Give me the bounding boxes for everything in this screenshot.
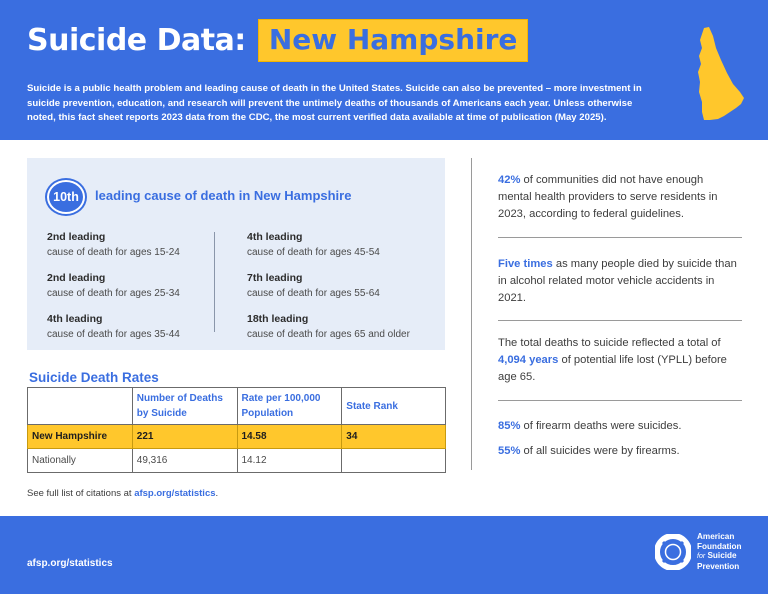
org-line: American	[697, 532, 735, 541]
rank-title: leading cause of death in New Hampshire	[95, 188, 352, 203]
rank-desc: cause of death for ages 65 and older	[247, 329, 410, 340]
stat-firearm-deaths	[498, 418, 738, 435]
stat-highlight: Five times	[498, 258, 553, 270]
rates-title: Suicide Death Rates	[29, 370, 159, 385]
table-cell: 14.12	[237, 449, 342, 473]
rank-lead: 18th leading	[247, 313, 309, 325]
table-row-state	[28, 425, 446, 449]
rank-item	[247, 272, 410, 300]
stat-highlight: 42%	[498, 174, 521, 186]
leading-cause-panel	[27, 158, 445, 350]
stat-text: of potential life lost (YPLL) before age 65.	[498, 354, 727, 383]
org-logo-text	[697, 532, 742, 571]
stat-divider	[498, 400, 742, 401]
rates-table	[27, 387, 446, 473]
life-ring-logo-icon	[655, 534, 691, 570]
table-header-cell	[28, 388, 133, 425]
citation-note	[27, 488, 218, 499]
stat-text: of firearm deaths were suicides.	[520, 420, 682, 432]
stat-text: as many people died by suicide than in alcohol related motor vehicle accidents in 2021.	[498, 258, 737, 304]
rank-desc: cause of death for ages 55-64	[247, 288, 380, 299]
stat-text: of communities did not have enough mental health providers to serve residents in 2023, according to federal guidelines.	[498, 174, 718, 220]
table-row-national	[28, 449, 446, 473]
intro-paragraph: Suicide is a public health problem and leading cause of death in the United States. Suicide can also be prevented – more investment in suicide prevention, education, and research will prevent the untimely deaths of thousands of Americans each year. Unless otherwise noted, this fact sheet reports 2023 data from the CDC, the most current verified data available at time of publication (May 2025).	[27, 83, 642, 123]
rank-lead: 4th leading	[247, 231, 303, 243]
stat-firearm-suicides	[498, 443, 738, 460]
table-cell: Nationally	[28, 449, 133, 473]
table-cell	[342, 449, 446, 473]
org-line: Prevention	[697, 561, 740, 571]
column-divider	[214, 232, 215, 332]
rank-desc: cause of death for ages 45-54	[247, 247, 380, 258]
table-header-row	[28, 388, 446, 425]
footer-link[interactable]: afsp.org/statistics	[27, 558, 113, 569]
title-state-highlight: New Hampshire	[258, 19, 529, 62]
header-banner	[0, 0, 768, 140]
stat-ypll	[498, 335, 738, 386]
rank-lead: 2nd leading	[47, 272, 106, 284]
rank-item	[247, 231, 410, 259]
new-hampshire-map-icon	[690, 26, 746, 122]
vertical-divider	[471, 158, 472, 470]
table-cell: 34	[342, 425, 446, 449]
org-line	[697, 551, 742, 562]
rank-item	[247, 313, 410, 341]
table-header-cell: State Rank	[342, 388, 446, 425]
stat-divider	[498, 237, 742, 238]
table-header-cell: Rate per 100,000 Population	[237, 388, 342, 425]
rank-lead: 4th leading	[47, 313, 103, 325]
title-main: Suicide Data:	[27, 23, 246, 58]
stat-highlight: 4,094 years	[498, 354, 559, 366]
footer-banner	[0, 516, 768, 594]
stat-five-times	[498, 256, 738, 307]
table-cell: New Hampshire	[28, 425, 133, 449]
stat-text: of all suicides were by firearms.	[520, 445, 680, 457]
table-cell: 14.58	[237, 425, 342, 449]
citation-link[interactable]: afsp.org/statistics	[134, 488, 216, 499]
stat-text: The total deaths to suicide reflected a total of	[498, 337, 721, 349]
rank-lead: 2nd leading	[47, 231, 106, 243]
rank-desc: cause of death for ages 35-44	[47, 329, 180, 340]
stat-highlight: 55%	[498, 445, 521, 457]
rank-item	[47, 313, 180, 341]
org-line-suicide: Suicide	[707, 551, 737, 561]
org-line-for: for	[697, 553, 706, 561]
table-cell: 49,316	[132, 449, 237, 473]
citation-suffix: .	[215, 488, 219, 499]
stat-highlight: 85%	[498, 420, 521, 432]
citation-prefix: See full list of citations at	[27, 488, 135, 499]
rank-lead: 7th leading	[247, 272, 303, 284]
rank-desc: cause of death for ages 15-24	[47, 247, 180, 258]
rank-list-left	[47, 231, 180, 354]
rank-desc: cause of death for ages 25-34	[47, 288, 180, 299]
org-line: Foundation	[697, 541, 742, 551]
rank-item	[47, 231, 180, 259]
table-cell: 221	[132, 425, 237, 449]
rank-badge: 10th	[47, 180, 85, 214]
rank-item	[47, 272, 180, 300]
rank-list-right	[247, 231, 410, 354]
page-title	[27, 19, 528, 62]
stat-providers	[498, 172, 738, 223]
stat-divider	[498, 320, 742, 321]
table-header-cell: Number of Deaths by Suicide	[132, 388, 237, 425]
